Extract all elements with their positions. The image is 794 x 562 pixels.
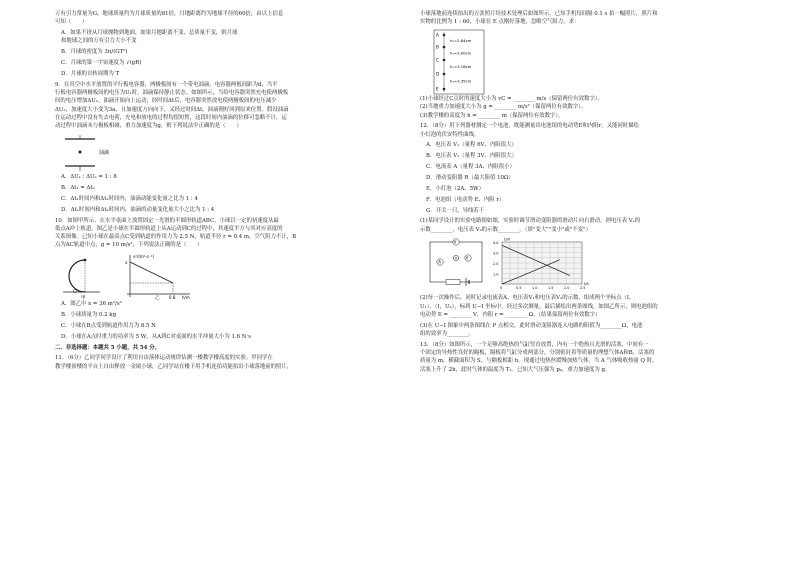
q12-item — [420, 152, 750, 160]
gap-label: h₁=2.84cm — [450, 38, 472, 44]
q12-sub-line: 示数________，电压表 V₂的示数________。（填"变大""变小"或"不变"） — [420, 226, 591, 233]
oil-drop-label: 油滴 — [99, 150, 110, 157]
right-column — [420, 10, 750, 376]
graph-x-axis-label: I/A — [584, 282, 589, 287]
q10-line: 关系图像。已知小球在最高点C受到轨道的作用力为 2.5 N，轨道半径 r = 0.4 m，空气阻力不计，B — [55, 234, 297, 241]
q9-line: 在运动过程中没有失去电荷，充电和放电的过程均很短暂，这段时间内油滴的位移可忽略不计，运 — [55, 115, 287, 122]
x-tick-label: 2.0 — [564, 286, 570, 291]
ball-dot — [443, 88, 446, 91]
gap-label: h₁=3.16cm — [450, 64, 472, 70]
section-heading: 二、非选择题：本题共 5 小题，共 54 分。 — [55, 344, 161, 351]
q11-continued — [420, 10, 750, 27]
q9-option-a — [55, 173, 381, 181]
q8-option-text: C．月球的第一宇宙速度为 √(gR) — [61, 60, 142, 67]
q12-figure — [420, 236, 750, 294]
circuit-and-graph-diagram — [420, 236, 620, 294]
q10-line: 点为AC轨道中点，g = 10 m/s²，下列说法正确的是（ ） — [55, 242, 203, 249]
figure-caption-right: 乙 — [155, 296, 160, 301]
q13-line: 质量为 m，横截面积为 S，与隔板相距 h。现通过电热丝缓慢加热气体，当 A 气体吸收热量 Q 时， — [420, 358, 658, 365]
capacitor-diagram — [55, 133, 175, 173]
q10-option-a — [55, 300, 381, 308]
q9-option-text: C．Δt₁时间内和Δt₂时间内，油滴动能变化量之比为 1 : 4 — [61, 195, 198, 202]
q10-line: 低点A冲上轨道，图乙是小球在半圆形轨道上从A运动到C的过程中，其速度平方与其对应高度的 — [55, 225, 283, 232]
q8-option-b — [55, 48, 381, 56]
graph-y-axis-label: U/V — [504, 237, 511, 242]
q12-item — [420, 163, 750, 171]
q12-item-text: D．滑动变阻器 R（最大阻值 10Ω） — [426, 174, 514, 181]
q12-sub-line: (3)在 U−I 图象中两条图线在 P 点相交，此时滑动变阻器连入电路的阻值为________Ω，电池 — [420, 322, 643, 329]
gap-label: h₁=3.00cm — [450, 50, 472, 56]
q12-item-text: G．开关一只，导线若干 — [426, 207, 485, 214]
q8-option-text: B．月球的密度为 3π/(GT²) — [61, 49, 128, 56]
svg-text:A: A — [438, 260, 442, 266]
q12-sub-line: (1)某同学设计的实验电路图如图，实验时调节滑动变阻器的滑动片向右滑动，则电压表 V₁的 — [420, 218, 641, 225]
q8-intro-line: 万有引力常量为G，地球质量约为月球质量的81倍，月地距离约为地球半径的60倍，由以上信息 — [55, 11, 284, 17]
q11-sub: (1)小球经过C点时的速度大小为 vC = ________ m/s（保留两位有效数字）。 — [420, 95, 603, 102]
q9-option-text: D．Δt₁时间内和Δt₂时间内，油滴的动量变化量大小之比为 1 : 4 — [61, 206, 215, 213]
q13-line: 活塞上升了 2h，此时气体的温度为 T₁。已知大气压强为 p₀，重力加速度为 g。 — [420, 366, 611, 373]
q11-photo-figure — [420, 29, 750, 95]
q11-stem — [55, 354, 381, 371]
q9-line: ΔU₂，加速度大小变为3a，且加速度方向向下，又经过时间Δt，油滴刚好回到原来位置。假设油滴 — [55, 106, 289, 113]
q11-sub: (3)教学楼的高度为 h = ________ m（保留两位有效数字）。 — [420, 112, 564, 119]
point-label: E — [436, 86, 439, 92]
q12-item-text: E．小灯泡（2A、5W） — [426, 185, 484, 192]
q8-intro-line: 可知（ ） — [55, 19, 88, 26]
q12-item — [420, 174, 750, 182]
left-column — [55, 10, 381, 373]
x-tick-label: 2.5 — [580, 286, 586, 291]
q10-option-text: A．图乙中 x = 36 m²/s² — [61, 301, 122, 308]
q12-line: 12．（8分）用下列器材测定一个电池，既能测量出电池组的电动势E和内阻r，又能同时描绘 — [420, 123, 639, 130]
ball-dot — [443, 59, 446, 62]
q12-item-text: F．电池组（电动势 E、内阻 r） — [426, 196, 505, 203]
x-tick-label: 1.5 — [548, 286, 554, 291]
graph-y-tick: x — [125, 260, 128, 266]
graph-x-axis-label: h/m — [182, 295, 190, 301]
q8-option-text: 和地球之间的万有引力大小不变 — [61, 38, 137, 45]
ball-dot — [443, 46, 446, 49]
q9-option-d — [55, 206, 381, 214]
gap-label: h₁=3.35cm — [450, 78, 472, 84]
q9-option-c — [55, 195, 381, 203]
q12-sub2 — [420, 294, 750, 319]
graph-x-tick: 0.8 — [169, 295, 176, 301]
x-tick-label: 0 — [500, 286, 503, 291]
q9-line: 行板电容器两极板间的电压为U₁时，油滴保持静止状态。如图所示，当给电容器突然充电使两极板 — [55, 90, 289, 97]
q9-line: 间的电压增加ΔU₁，油滴开始向上运动；经时间Δt后，电容器突然放电使两极板间的电压减少 — [55, 98, 277, 105]
q13-line: 个固定的导热性良好的隔板，隔板将气缸分成两部分，分别密封着等质量的理想气体A和B，活塞的 — [420, 350, 655, 357]
y-tick-label: 2.0 — [493, 262, 499, 267]
q9-line: 动过程中油滴未与极板相碰，重力加速度为g，则下列说法中正确的是（ ） — [55, 123, 242, 130]
point-label: B — [436, 44, 439, 50]
q9-line: 9．在真空中水平放置的平行板电容器，两极板间有一个带电油滴，电容器两板间距为d，当平 — [55, 81, 278, 88]
graph-y-axis-label: v²/(m²·s⁻²) — [133, 254, 155, 260]
oil-drop-dot — [79, 151, 82, 154]
svg-text:V: V — [465, 256, 469, 262]
q9-option-text: A．ΔU₁ : ΔU₂ = 1 : 8 — [61, 174, 117, 181]
q12-item — [420, 185, 750, 193]
q8-option-text: A．如果不挤从月球抛物到地面，如果月地距离不变，总质量不变，则月球 — [61, 29, 238, 36]
ui-graph — [493, 238, 589, 291]
q12-sub-line: (2)每一次操作后，同时记录电流表A、电压表V₁和电压表V₂的示数，组成两个坐标点（I， — [420, 295, 635, 302]
ball-dot — [443, 73, 446, 76]
svg-text:V: V — [453, 240, 457, 246]
q9-capacitor-figure — [55, 133, 381, 173]
point-label: A — [436, 32, 439, 38]
q8-intro — [55, 10, 381, 27]
q9-option-text: B．Δt₁ = Δt₂ — [61, 184, 95, 191]
point-label: C — [436, 57, 439, 63]
q8-option-text: D．月球的自转周期为 T — [61, 70, 120, 77]
q12-item-text: A．电压表 V₁（量程 6V、内阻很大） — [426, 142, 517, 149]
q12-sub3 — [420, 322, 750, 339]
y-tick-label: 4.0 — [493, 241, 499, 246]
q11-subquestions — [420, 95, 750, 120]
rheostat-icon — [446, 280, 460, 285]
q12-sub-line: U₁）、（I，U₂），标到 U−I 坐标中，经过多次测量，最后描绘出两条图线，如图乙所示，则电池组的 — [420, 303, 658, 310]
q12-item-text: C．电流表 A（量程 3A、内阻很小） — [426, 164, 515, 171]
y-tick-label: 3.0 — [493, 251, 499, 256]
q10-option-text: B．小球质量为 0.2 kg — [61, 312, 117, 319]
q12-sub-line: 组的效率为________。 — [420, 331, 474, 338]
q10-option-text: D．小球在A点时重力的功率为 5 W，从A到C对桌面的水平冲量大小为 1.6 N·s — [61, 333, 251, 340]
q12-item — [420, 207, 750, 215]
q10-option-d — [55, 333, 381, 341]
q12-line: 小灯泡的伏安特性曲线。 — [420, 131, 480, 138]
q12-item-text: B．电压表 V₂（量程 3V、内阻很大） — [426, 153, 517, 160]
q10-option-b — [55, 311, 381, 319]
q13-stem — [420, 341, 750, 374]
q10-stem — [55, 217, 381, 250]
figure-caption-left: 甲 — [81, 296, 86, 301]
falling-ball-diagram — [420, 29, 540, 95]
q12-sub1 — [420, 217, 750, 234]
q9-option-b — [55, 184, 381, 192]
q11-sub: (2)当地重力加速度大小为 g = ________ m/s²（保留两位有效数字）。 — [420, 104, 587, 111]
q12-sub-line: 电动势 E = ________ V，内阻 r = ________ Ω。（结果保留两位有效数字） — [420, 312, 601, 319]
q10-option-text: C．小球在B点受到轨道作用力为 8.5 N — [61, 322, 156, 329]
q8-option-d — [55, 70, 381, 78]
q11-line: 实物的比例为 1 : 60，小球在 E 点刚好落地，忽略空气阻力。求： — [420, 19, 580, 26]
q13-line: 13．（8分）如图所示，一个足够高绝热的气缸竖直放置，内有一个绝热且光滑的活塞，中间有一 — [420, 341, 649, 348]
q8-option-a — [55, 29, 381, 46]
y-tick-label: 1.0 — [493, 272, 499, 277]
x-tick-label: 1.0 — [532, 286, 538, 291]
q11-line: 11．（6分）乙同学同学设计了利用自由落体运动规律估测一楼教学楼高度的实验。甲同学在 — [55, 355, 273, 362]
q10-line: 10．如图甲所示，在水平桌面上放置固定一光滑的半圆形轨道ABC，小球以一定的初速度从最 — [55, 217, 279, 224]
semicircle-track — [69, 260, 85, 292]
point-label: D — [436, 71, 440, 77]
q11-line: 小球落地前连续拍出的五张照片经技术处理后如图所示。已知手机每间隔 0.1 s 拍一幅照片，照片和 — [420, 11, 658, 17]
q12-item — [420, 141, 750, 149]
q8-option-c — [55, 59, 381, 67]
q10-figure — [55, 252, 381, 300]
q12-item — [420, 196, 750, 204]
q11-line: 教学楼顶楼的平台上自由释放一金属小球，乙同学站在楼下用手机连拍功能拍出小球落地前的照片， — [55, 363, 293, 370]
q9-stem — [55, 81, 381, 131]
ball-dot — [443, 34, 446, 37]
q10-option-c — [55, 322, 381, 330]
x-tick-label: 0.5 — [516, 286, 522, 291]
q12-stem — [420, 122, 750, 139]
track-and-graph-diagram — [55, 252, 255, 300]
